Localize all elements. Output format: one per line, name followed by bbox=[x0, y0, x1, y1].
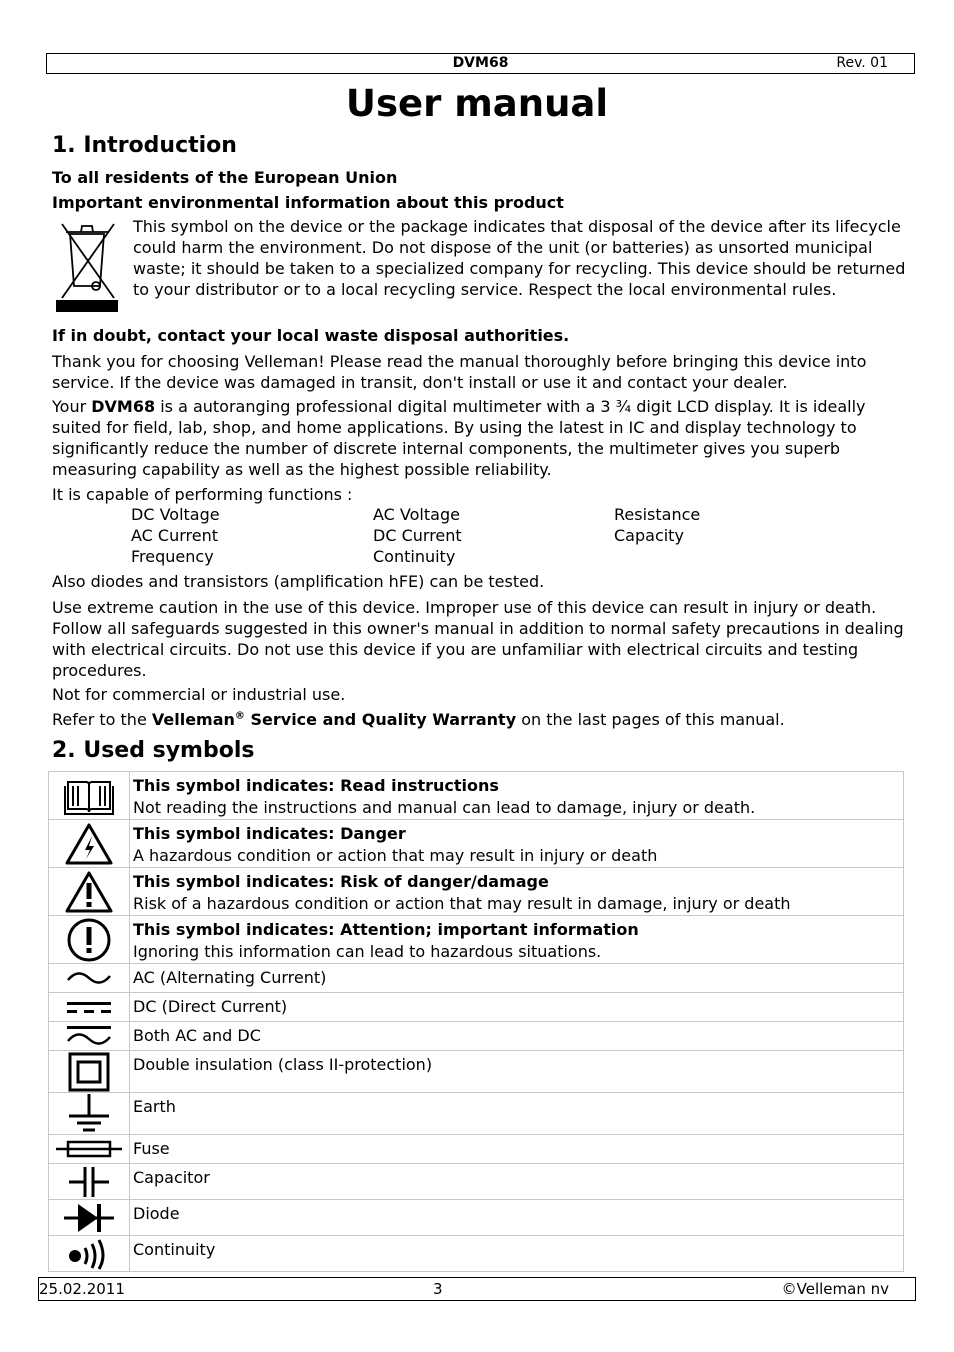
refer-warranty: Service and Quality Warranty bbox=[244, 710, 517, 729]
symbol-text: A hazardous condition or action that may result in injury or death bbox=[133, 846, 658, 865]
table-row bbox=[49, 772, 904, 820]
table-row bbox=[49, 1200, 904, 1236]
footer-date: 25.02.2011 bbox=[39, 1280, 125, 1298]
functions-intro: It is capable of performing functions : bbox=[52, 485, 353, 504]
symbol-description bbox=[130, 1236, 904, 1272]
symbol-title: This symbol indicates: Read instructions bbox=[133, 776, 499, 795]
symbol-cell bbox=[49, 1200, 130, 1236]
not-commercial-note: Not for commercial or industrial use. bbox=[52, 685, 346, 704]
book-icon bbox=[64, 776, 114, 816]
symbol-description bbox=[130, 868, 904, 916]
symbol-cell bbox=[49, 772, 130, 820]
symbol-text: Ignoring this information can lead to hazardous situations. bbox=[133, 942, 602, 961]
symbol-description bbox=[130, 1022, 904, 1051]
product-description bbox=[52, 396, 912, 480]
table-row bbox=[49, 868, 904, 916]
function-item: AC Current bbox=[131, 526, 219, 545]
table-row bbox=[49, 964, 904, 993]
symbol-description bbox=[130, 964, 904, 993]
symbol-cell bbox=[49, 993, 130, 1022]
symbol-title: This symbol indicates: Attention; important information bbox=[133, 920, 639, 939]
symbol-text: Double insulation (class II-protection) bbox=[133, 1055, 433, 1074]
symbol-cell bbox=[49, 1164, 130, 1200]
eu-residents-heading: To all residents of the European Union bbox=[52, 168, 398, 187]
symbol-description bbox=[130, 916, 904, 964]
symbols-table bbox=[48, 771, 904, 1272]
table-row bbox=[49, 993, 904, 1022]
symbol-title: This symbol indicates: Risk of danger/damage bbox=[133, 872, 549, 891]
symbol-cell bbox=[49, 964, 130, 993]
exclamation-circle-icon bbox=[66, 917, 112, 963]
ac-icon bbox=[66, 968, 112, 988]
symbol-text: AC (Alternating Current) bbox=[133, 968, 327, 987]
symbol-text: Both AC and DC bbox=[133, 1026, 261, 1045]
header-model: DVM68 bbox=[452, 55, 509, 71]
function-item: DC Voltage bbox=[131, 505, 220, 524]
symbol-text: Diode bbox=[133, 1204, 180, 1223]
page-header bbox=[46, 53, 915, 74]
weee-bin-icon bbox=[52, 216, 122, 316]
symbol-cell bbox=[49, 1236, 130, 1272]
refer-pre: Refer to the bbox=[52, 710, 152, 729]
thank-you-paragraph: Thank you for choosing Velleman! Please read the manual thoroughly before bringing this device into service. If the device was damaged in transit, don't install or use it and contact your dealer. bbox=[52, 352, 867, 392]
page-footer bbox=[38, 1277, 916, 1301]
diode-icon bbox=[64, 1202, 114, 1234]
refer-post: on the last pages of this manual. bbox=[516, 710, 785, 729]
header-revision: Rev. 01 bbox=[836, 55, 888, 71]
symbol-cell bbox=[49, 1051, 130, 1093]
caution-paragraph: Use extreme caution in the use of this device. Improper use of this device can result in injury or death. Follow all safeguards suggested in this owner's manual in addition to normal safety precautions in dealing with electrical circuits. Do not use this device if you are unfamiliar with electrical circuits and testing procedures. bbox=[52, 598, 904, 680]
symbol-description bbox=[130, 1200, 904, 1236]
table-row bbox=[49, 1022, 904, 1051]
table-row bbox=[49, 916, 904, 964]
function-item: Continuity bbox=[373, 547, 456, 566]
function-item: AC Voltage bbox=[373, 505, 460, 524]
symbol-text: Risk of a hazardous condition or action that may result in damage, injury or death bbox=[133, 894, 791, 913]
function-item: Resistance bbox=[614, 505, 701, 524]
waste-authorities-note: If in doubt, contact your local waste disposal authorities. bbox=[52, 326, 570, 345]
symbol-text: Fuse bbox=[133, 1139, 170, 1158]
function-item: DC Current bbox=[373, 526, 462, 545]
fuse-icon bbox=[56, 1138, 122, 1160]
symbol-description bbox=[130, 772, 904, 820]
refer-brand: Velleman bbox=[151, 710, 235, 729]
symbol-cell bbox=[49, 1093, 130, 1135]
dc-icon bbox=[66, 997, 112, 1017]
desc-text: is a autoranging professional digital multimeter with a 3 ¾ digit LCD display. It is ideally suited for field, lab, shop, and home applications. By using the latest in IC and display technology to significantly reduce the number of discrete internal components, the multimeter gives you superb measuring capability as well as the highest possible reliability. bbox=[52, 397, 866, 479]
page-title: User manual bbox=[345, 82, 609, 125]
symbol-description bbox=[130, 1135, 904, 1164]
exclamation-triangle-icon bbox=[64, 870, 114, 914]
symbol-text: Capacitor bbox=[133, 1168, 210, 1187]
symbol-text: Earth bbox=[133, 1097, 176, 1116]
symbol-description bbox=[130, 820, 904, 868]
page-number: 3 bbox=[433, 1280, 443, 1298]
function-item: Frequency bbox=[131, 547, 214, 566]
weee-description: This symbol on the device or the package indicates that disposal of the device after its lifecycle could harm the environment. Do not dispose of the unit (or batteries) as unsorted municipal waste; it should be taken to a specialized company for recycling. This device should be returned to your distributor or to a local recycling service. Respect the local environmental rules. bbox=[133, 217, 906, 299]
table-row bbox=[49, 1236, 904, 1272]
table-row bbox=[49, 1051, 904, 1093]
ac-dc-icon bbox=[66, 1024, 112, 1048]
symbol-text: Continuity bbox=[133, 1240, 216, 1259]
symbol-cell bbox=[49, 1135, 130, 1164]
table-row bbox=[49, 1093, 904, 1135]
capacitor-icon bbox=[69, 1165, 109, 1199]
warranty-reference bbox=[52, 709, 912, 730]
symbol-text: DC (Direct Current) bbox=[133, 997, 288, 1016]
footer-copyright: ©Velleman nv bbox=[781, 1280, 889, 1298]
symbol-text: Not reading the instructions and manual can lead to damage, injury or death. bbox=[133, 798, 756, 817]
symbol-cell bbox=[49, 820, 130, 868]
desc-your: Your bbox=[52, 397, 92, 416]
symbol-description bbox=[130, 1051, 904, 1093]
table-row bbox=[49, 1135, 904, 1164]
section-heading-symbols: 2. Used symbols bbox=[52, 738, 255, 763]
symbol-cell bbox=[49, 868, 130, 916]
earth-icon bbox=[66, 1094, 112, 1134]
registered-mark: ® bbox=[234, 710, 245, 722]
table-row bbox=[49, 820, 904, 868]
symbol-description bbox=[130, 993, 904, 1022]
symbol-cell bbox=[49, 1022, 130, 1051]
symbol-description bbox=[130, 1093, 904, 1135]
continuity-icon bbox=[67, 1238, 111, 1270]
function-item: Capacity bbox=[614, 526, 684, 545]
section-heading-introduction: 1. Introduction bbox=[52, 133, 237, 158]
table-row bbox=[49, 1164, 904, 1200]
env-info-heading: Important environmental information about this product bbox=[52, 193, 564, 212]
desc-model: DVM68 bbox=[91, 397, 156, 416]
symbol-cell bbox=[49, 916, 130, 964]
symbol-title: This symbol indicates: Danger bbox=[133, 824, 406, 843]
symbol-description bbox=[130, 1164, 904, 1200]
diodes-note: Also diodes and transistors (amplification hFE) can be tested. bbox=[52, 572, 545, 591]
double-insulation-icon bbox=[68, 1052, 110, 1092]
lightning-warning-icon bbox=[64, 822, 114, 866]
